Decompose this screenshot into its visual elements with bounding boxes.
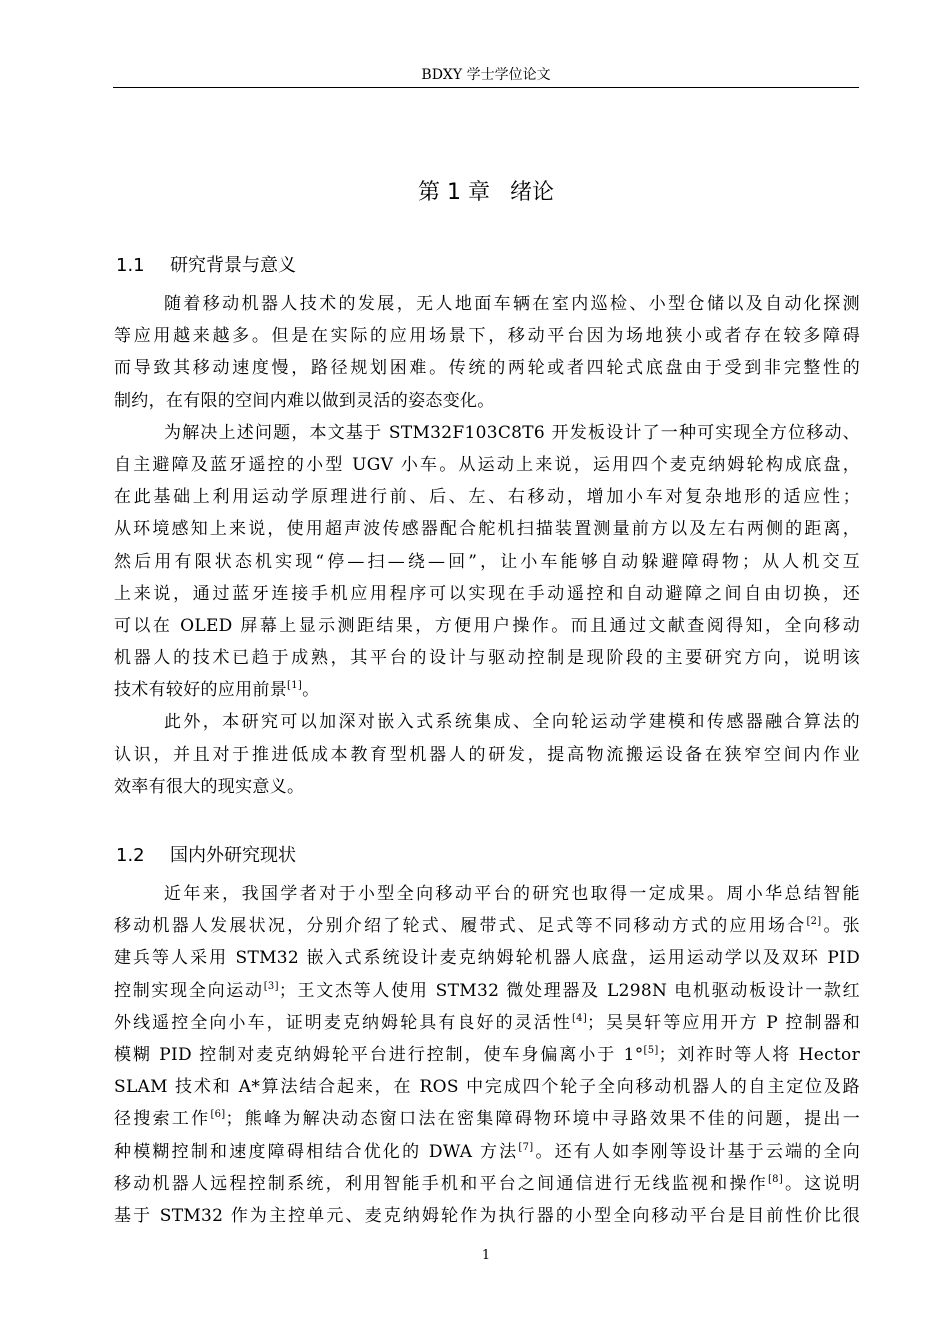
paragraph-line: 机器人的技术已趋于成熟，其平台的设计与驱动控制是现阶段的主要研究方向，说明该 [114, 648, 860, 669]
section-heading-1-1 [116, 253, 296, 279]
header-rule [113, 87, 859, 88]
paragraph-line: SLAM 技术和 A*算法结合起来，在 ROS 中完成四个轮子全向移动机器人的自主定位及路 [114, 1077, 860, 1098]
citation: [1] [287, 680, 303, 692]
paragraph-line: 而导致其移动速度慢，路径规划困难。传统的两轮或者四轮式底盘由于受到非完整性的 [114, 358, 860, 379]
section-heading-1-2 [116, 843, 296, 869]
chapter-number: 第 1 章 [418, 180, 490, 205]
paragraph-line [114, 1168, 860, 1200]
line-text: ；熊峰为解决动态窗口法在密集障碍物环境中寻路效果不佳的问题，提出一 [225, 1109, 860, 1130]
line-text: 。还有人如李刚等设计基于云端的全向 [533, 1141, 860, 1162]
paragraph-line: 从环境感知上来说，使用超声波传感器配合舵机扫描装置测量前方以及左右两侧的距离， [114, 519, 860, 540]
citation: [4] [571, 1012, 588, 1024]
paragraph-line: 近年来，我国学者对于小型全向移动平台的研究也取得一定成果。周小华总结智能 [164, 884, 860, 904]
page-number: 1 [481, 1248, 491, 1263]
paragraph-line: 建兵等人采用 STM32 嵌入式系统设计麦克纳姆轮机器人底盘，运用运动学以及双环 PID [114, 948, 860, 969]
paragraph-line: 为解决上述问题，本文基于 STM32F103C8T6 开发板设计了一种可实现全方位移动、 [164, 422, 860, 443]
paragraph-line [114, 910, 860, 942]
paragraph-line: 效率有很大的现实意义。 [114, 776, 305, 797]
paragraph-line: 此外，本研究可以加深对嵌入式系统集成、全向轮运动学建模和传感器融合算法的 [164, 712, 860, 733]
line-text: ；王文杰等人使用 STM32 微处理器及 L298N 电机驱动板设计一款红 [278, 980, 860, 1001]
paragraph-line: 在此基础上利用运动学原理进行前、后、左、右移动，增加小车对复杂地形的适应性； [114, 487, 860, 508]
paragraph-line: 然后用有限状态机实现“停—扫—绕—回”，让小车能够自动躲避障碍物；从人机交互 [114, 551, 860, 572]
paragraph-line [114, 674, 860, 706]
citation: [7] [518, 1141, 534, 1153]
line-text: 种模糊控制和速度障碍相结合优化的 DWA 方法 [114, 1141, 519, 1162]
citation: [8] [767, 1173, 784, 1185]
paragraph-line: 自主避障及蓝牙遥控的小型 UGV 小车。从运动上来说，运用四个麦克纳姆轮构成底盘， [114, 454, 860, 475]
line-text: ；吴昊轩等应用开方 P 控制器和 [587, 1012, 861, 1033]
line-text: 。 [302, 680, 320, 701]
line-text: ；刘祚时等人将 Hector [658, 1044, 860, 1065]
citation: [3] [263, 980, 279, 992]
paragraph-line: 可以在 OLED 屏幕上显示测距结果，方便用户操作。而且通过文献查阅得知，全向移动 [114, 615, 860, 636]
line-text: 。张 [821, 916, 860, 937]
paragraph-line [114, 1007, 860, 1039]
line-text: 模糊 PID 控制对麦克纳姆轮平台进行控制，使车身偏离小于 1° [114, 1044, 644, 1065]
line-text: 移动机器人发展状况，分别介绍了轮式、履带式、足式等不同移动方式的应用场合 [114, 916, 807, 937]
chapter-title [113, 178, 859, 208]
running-header: BDXY 学士学位论文 [421, 67, 551, 83]
paragraph-line [114, 1039, 860, 1071]
paragraph-line [114, 1136, 860, 1168]
paragraph-line: 基于 STM32 作为主控单元、麦克纳姆轮作为执行器的小型全向移动平台是目前性价比很 [114, 1205, 860, 1226]
section-number: 1.2 [116, 845, 145, 866]
section-1-1-body [114, 288, 860, 803]
section-1-2-body [114, 878, 860, 1232]
paragraph-line: 随着移动机器人技术的发展，无人地面车辆在室内巡检、小型仓储以及自动化探测 [164, 294, 860, 314]
section-number: 1.1 [116, 255, 145, 276]
line-text: 。这说明 [783, 1173, 861, 1194]
paragraph-line: 制约，在有限的空间内难以做到灵活的姿态变化。 [114, 390, 495, 411]
paragraph-line: 上来说，通过蓝牙连接手机应用程序可以实现在手动遥控和自动避障之间自由切换，还 [114, 583, 860, 604]
citation: [6] [210, 1109, 226, 1121]
line-text: 外线遥控全向小车，证明麦克纳姆轮具有良好的灵活性 [114, 1012, 572, 1033]
paragraph-line [114, 1103, 860, 1135]
line-text: 径搜索工作 [114, 1109, 211, 1130]
section-title: 研究背景与意义 [170, 255, 296, 276]
line-text: 移动机器人远程控制系统，利用智能手机和平台之间通信进行无线监视和操作 [114, 1173, 768, 1194]
paragraph-line: 认识，并且对于推进低成本教育型机器人的研发，提高物流搬运设备在狭窄空间内作业 [114, 744, 860, 765]
paragraph-line: 等应用越来越多。但是在实际的应用场景下，移动平台因为场地狭小或者存在较多障碍 [114, 326, 860, 347]
section-title: 国内外研究现状 [170, 845, 296, 866]
line-text: 技术有较好的应用前景 [114, 680, 287, 701]
paragraph-line [114, 975, 860, 1007]
citation: [2] [806, 916, 822, 928]
line-text: 控制实现全向运动 [114, 980, 264, 1001]
chapter-name: 绪论 [509, 180, 554, 205]
citation: [5] [643, 1044, 659, 1056]
